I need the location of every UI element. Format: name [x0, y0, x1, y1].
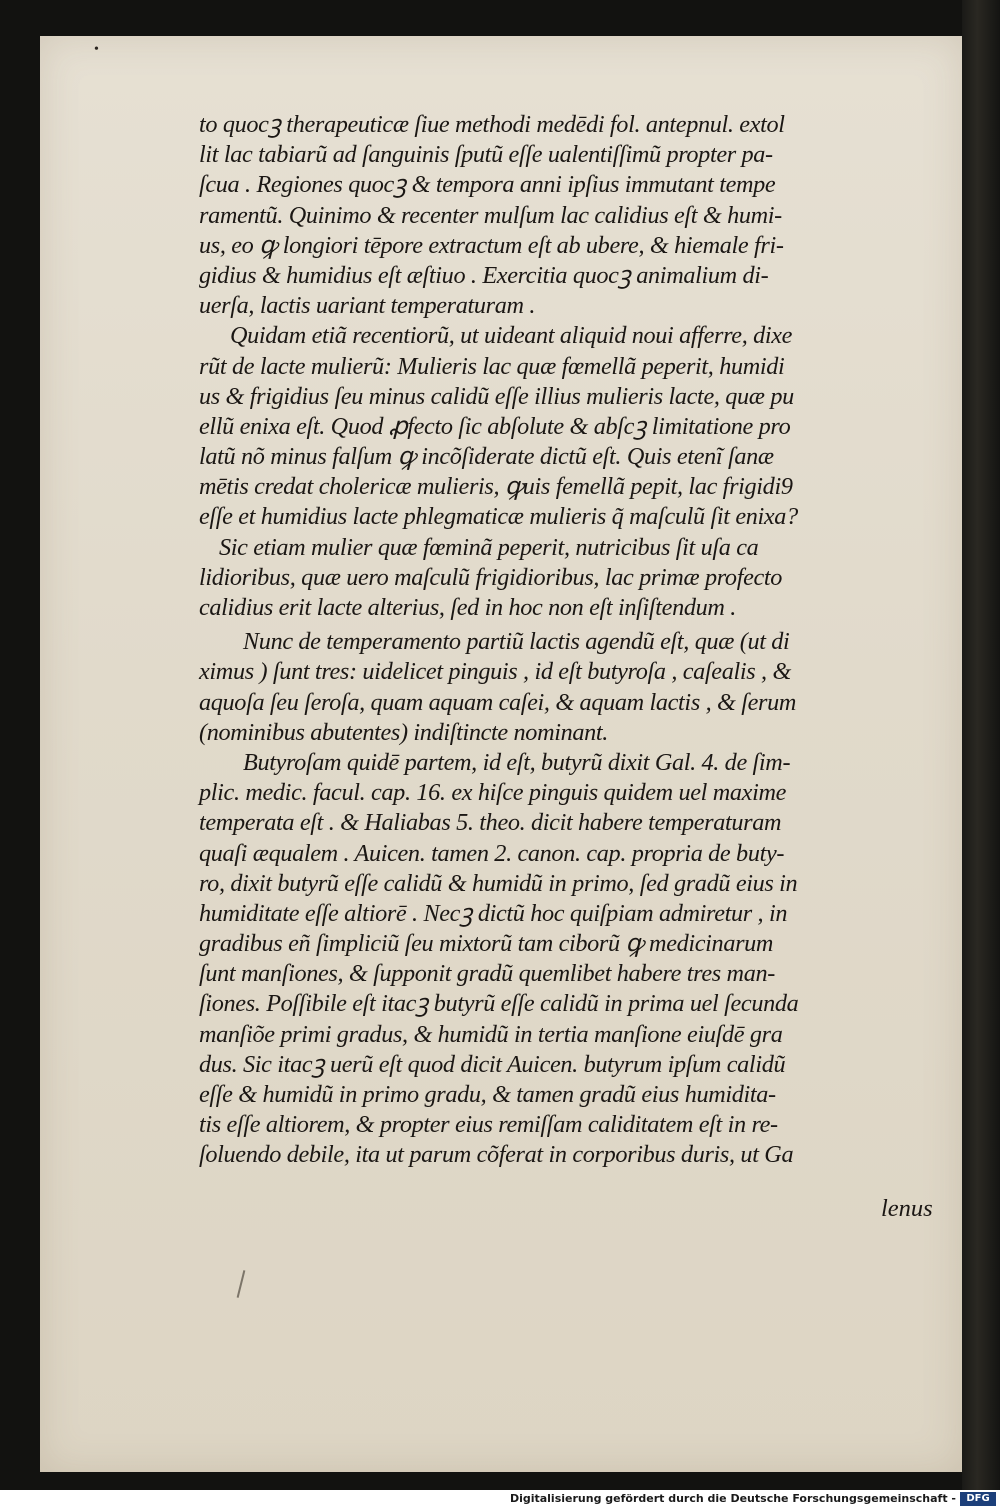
dfg-logo: DFG — [960, 1492, 996, 1506]
text-line: ellũ enixa eſt. Quod ꝓfecto ſic abſolute & abſcꝫ limitatione pro — [199, 412, 791, 440]
text-line: lidioribus, quæ uero maſculũ frigidioribus, lac primæ profecto — [199, 563, 783, 591]
footer-bar — [0, 1490, 1000, 1508]
text-line: latũ nõ minus falſum ꝙ incõſiderate dictũ eſt. Quis etenĩ ſanæ — [199, 443, 774, 471]
text-line: manſiõe primi gradus, & humidũ in tertia manſione eiuſdē gra — [199, 1020, 783, 1048]
text-line: eſſe & humidũ in primo gradu, & tamen gradũ eius humidita- — [199, 1081, 776, 1108]
text-line: ro, dixit butyrũ eſſe calidũ & humidũ in primo, ſed gradũ eius in — [199, 869, 798, 897]
text-line: gradibus eñ ſimpliciũ ſeu mixtorũ tam ciborũ ꝙ medicinarum — [199, 930, 774, 958]
text-line: ſoluendo debile, ita ut parum cõferat in corporibus duris, ut Ga — [199, 1141, 794, 1169]
book-edge — [962, 0, 1000, 1490]
text-line: gidius & humidius eſt æſtiuo . Exercitia quocꝫ animalium di- — [199, 261, 769, 289]
text-line: us & frigidius ſeu minus calidũ eſſe illius mulieris lacte, quæ pu — [199, 382, 794, 410]
text-line: tis eſſe altiorem, & propter eius remiſſam caliditatem eſt in re- — [199, 1111, 778, 1139]
text-line: calidius erit lacte alterius, ſed in hoc non eſt inſiſtendum . — [199, 594, 736, 621]
text-line: uerſa, lactis uariant temperaturam . — [199, 292, 536, 320]
text-line: ſunt manſiones, & ſupponit gradũ quemlibet habere tres man- — [199, 960, 775, 988]
funding-credit: Digitalisierung gefördert durch die Deutsche Forschungsgemeinschaft - — [509, 1492, 956, 1505]
text-line: dus. Sic itacꝫ uerũ eſt quod dicit Auicen. butyrum ipſum calidũ — [199, 1050, 786, 1078]
text-line: quaſi æqualem . Auicen. tamen 2. canon. cap. propria de buty- — [199, 839, 785, 867]
text-line: to quocꝫ therapeuticæ ſiue methodi medēdi fol. antepnul. extol — [199, 111, 785, 138]
page-mark: • — [94, 42, 99, 57]
text-line: plic. medic. facul. cap. 16. ex hiſce pinguis quidem uel maxime — [199, 779, 787, 807]
text-line: us, eo ꝙ longiori tēpore extractum eſt ab ubere, & hiemale fri- — [199, 231, 784, 259]
text-line: ſiones. Poſſibile eſt itacꝫ butyrũ eſſe calidũ in prima uel ſecunda — [199, 990, 799, 1018]
catchword: lenus — [881, 1195, 933, 1222]
text-line: Nunc de temperamento partiũ lactis agendũ eſt, quæ (ut di — [243, 628, 790, 656]
text-line: aquoſa ſeu ſeroſa, quam aquam caſei, & aquam lactis , & ſerum — [199, 688, 797, 716]
text-line: Quidam etiã recentiorũ, ut uideant aliquid noui afferre, dixe — [230, 322, 793, 350]
text-line: (nominibus abutentes) indiſtincte nominant. — [199, 718, 609, 746]
text-line: humiditate eſſe altiorē . Necꝫ dictũ hoc quiſpiam admiretur , in — [199, 899, 788, 927]
text-line: ſcua . Regiones quocꝫ & tempora anni ipſius immutant tempe — [199, 171, 776, 199]
text-line: temperata eſt . & Haliabas 5. theo. dicit habere temperaturam — [199, 809, 782, 837]
text-line: Sic etiam mulier quæ fœminã peperit, nutricibus ſit uſa ca — [219, 533, 759, 561]
text-line: ximus ) ſunt tres: uidelicet pinguis , id eſt butyroſa , caſealis , & — [199, 658, 791, 686]
text-line: ramentũ. Quinimo & recenter mulſum lac calidius eſt & humi- — [199, 201, 782, 229]
text-line: mētis credat cholericæ mulieris, ꝙuis femellã pepit, lac frigidi9 — [199, 473, 793, 501]
text-line: rũt de lacte mulierũ: Mulieris lac quæ fœmellã peperit, humidi — [199, 352, 785, 380]
text-line: eſſe et humidius lacte phlegmaticæ mulieris q̃ maſculũ ſit enixa? — [199, 503, 798, 531]
text-line: Butyroſam quidē partem, id eſt, butyrũ dixit Gal. 4. de ſim- — [243, 748, 791, 776]
page-text — [199, 110, 959, 1171]
text-line: lit lac tabiarũ ad ſanguinis ſputũ eſſe ualentiſſimũ propter pa- — [199, 141, 773, 169]
